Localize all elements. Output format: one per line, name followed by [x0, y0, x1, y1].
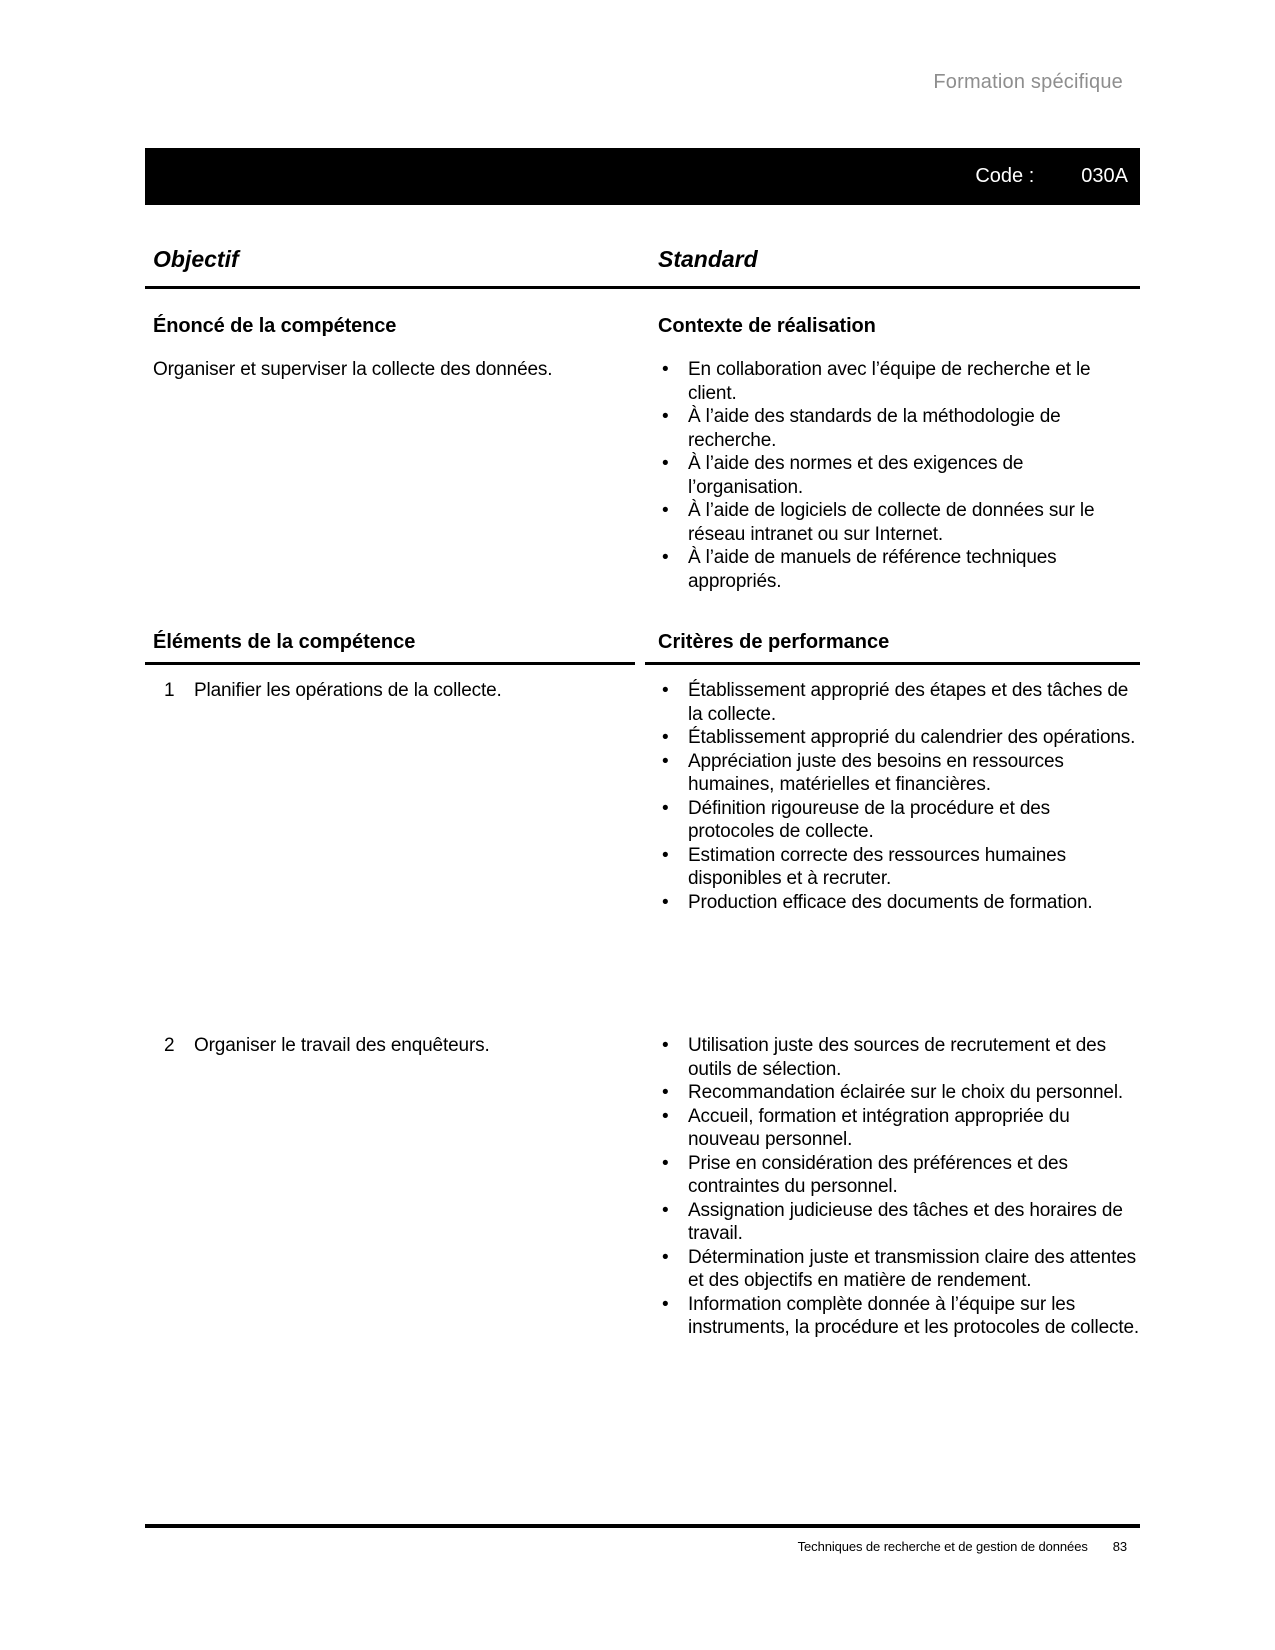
critere-bullet: • Recommandation éclairée sur le choix du personnel.	[658, 1081, 1140, 1105]
contexte-bullet-list	[658, 358, 1140, 593]
code-value: 030A	[1081, 165, 1128, 187]
critere-bullet: • Production efficace des documents de formation.	[658, 891, 1140, 915]
element-1-number: 1	[164, 680, 175, 701]
critere-bullet: • Prise en considération des préférences et des contraintes du personnel.	[658, 1152, 1140, 1199]
criteres-1-cell	[645, 677, 1140, 914]
standard-heading: Standard	[658, 246, 758, 272]
contexte-heading: Contexte de réalisation	[658, 315, 876, 337]
critere-bullet: • Appréciation juste des besoins en ressources humaines, matérielles et financières.	[658, 750, 1140, 797]
contexte-bullet: • À l’aide de manuels de référence techniques appropriés.	[658, 546, 1140, 593]
element-1-label: Planifier les opérations de la collecte.	[194, 680, 502, 701]
footer-title: Techniques de recherche et de gestion de données	[797, 1539, 1088, 1554]
element-2-cell	[145, 1032, 645, 1340]
criteres-1-bullet-list	[658, 679, 1140, 914]
element-2-label: Organiser le travail des enquêteurs.	[194, 1035, 490, 1056]
competence-context-section	[145, 314, 1140, 593]
critere-bullet: • Estimation correcte des ressources humaines disponibles et à recruter.	[658, 844, 1140, 891]
running-header: Formation spécifique	[933, 71, 1123, 93]
enonce-heading: Énoncé de la compétence	[153, 315, 397, 337]
element-1-cell	[145, 677, 645, 914]
criteres-2-bullet-list	[658, 1034, 1140, 1340]
enonce-cell	[145, 314, 645, 593]
objectif-heading: Objectif	[153, 246, 239, 272]
element-2-item	[153, 1034, 605, 1058]
critere-bullet: • Assignation judicieuse des tâches et des horaires de travail.	[658, 1199, 1140, 1246]
contexte-bullet: • À l’aide de logiciels de collecte de données sur le réseau intranet ou sur Internet.	[658, 499, 1140, 546]
critere-bullet: • Utilisation juste des sources de recrutement et des outils de sélection.	[658, 1034, 1140, 1081]
contexte-bullet: • À l’aide des normes et des exigences de l’organisation.	[658, 452, 1140, 499]
code-bar	[145, 148, 1140, 205]
contexte-cell	[645, 314, 1140, 593]
critere-bullet: • Définition rigoureuse de la procédure et des protocoles de collecte.	[658, 797, 1140, 844]
element-2-number: 2	[164, 1035, 175, 1056]
critere-bullet: • Établissement approprié des étapes et des tâches de la collecte.	[658, 679, 1140, 726]
critere-bullet: • Accueil, formation et intégration appropriée du nouveau personnel.	[658, 1105, 1140, 1152]
page-footer	[145, 1524, 1140, 1554]
footer-page-number: 83	[1112, 1539, 1127, 1554]
contexte-bullet: • À l’aide des standards de la méthodologie de recherche.	[658, 405, 1140, 452]
critere-bullet: • Détermination juste et transmission claire des attentes et des objectifs en matière de rendement.	[658, 1246, 1140, 1293]
element-1-item	[153, 679, 605, 703]
element-row-2	[145, 1032, 1140, 1340]
elements-criteres-headings	[145, 630, 1140, 665]
criteres-heading: Critères de performance	[645, 630, 1140, 665]
contexte-bullet: • En collaboration avec l’équipe de recherche et le client.	[658, 358, 1140, 405]
column-headings	[145, 245, 1140, 289]
criteres-2-cell	[645, 1032, 1140, 1340]
elements-heading: Éléments de la compétence	[145, 630, 635, 665]
enonce-text: Organiser et superviser la collecte des données.	[153, 359, 553, 380]
element-row-1	[145, 677, 1140, 914]
code-label: Code :	[975, 165, 1035, 187]
critere-bullet: • Établissement approprié du calendrier des opérations.	[658, 726, 1140, 750]
critere-bullet: • Information complète donnée à l’équipe sur les instruments, la procédure et les protocoles de collecte.	[658, 1293, 1140, 1340]
